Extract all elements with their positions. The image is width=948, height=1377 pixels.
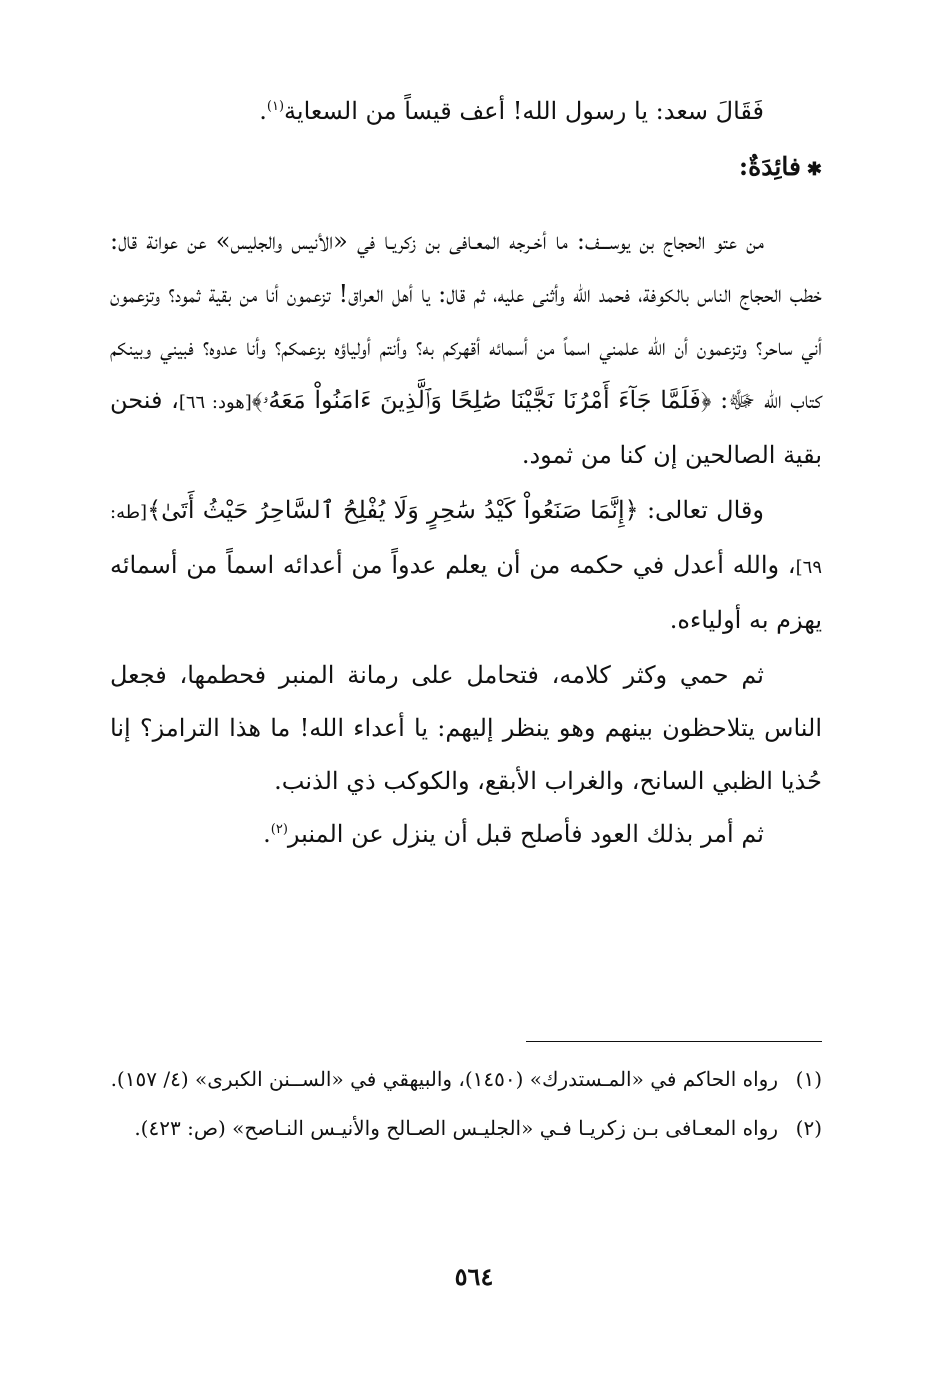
footnote-1-text: رواه الحاكم في «المـستدرك» (١٤٥٠)، والبيهقي في «الســنن الكبرى» (٤/ ١٥٧). bbox=[110, 1067, 778, 1091]
paragraph-1-text: من عتو الحجاج بن يوســـف: ما أخـرجه المعـافى بن زكريـا في «الأنيس والجليس» عن عوانة قال: خطب الحجاج الناس بالكوفة، فحمد الله وأثنى عليه، ثم قال: يا أهل العراق! تزعمون أنا من بقية ثمود؟ وتزعمون أني ساحر؟ وتزعمون أن الله علمني اسماً من أسمائه أقهركم به؟ وأنتم أولياؤه بزعمكم؟ وأنا عدوه؟ فبيني وبينكم كتاب الله ﷻ: bbox=[110, 227, 822, 414]
footnote-2 bbox=[110, 1107, 822, 1150]
footnote-ref-2: (٢) bbox=[270, 822, 288, 837]
quran-ref-2: [طه: ٦٩] bbox=[110, 502, 822, 578]
paragraph-3: ثم حمي وكثر كلامه، فتحامل على رمانة المنبر فحطمها، فجعل الناس يتلاحظون بينهم وهو ينظر إليهم: يا أعداء الله! ما هذا الترامز؟ إنا حُذيا الظبي السانح، والغراب الأبقع، والكوكب ذي الذنب. bbox=[110, 661, 822, 795]
footnote-ref-1: (١) bbox=[266, 99, 285, 114]
paragraph-4-end: . bbox=[263, 820, 271, 848]
footnote-2-text: رواه المعـافى بـن زكريـا فـي «الجليـس الصـالح والأنيـس النـاصح» (ص: ٤٢٣). bbox=[134, 1116, 778, 1140]
star-icon: ✱ bbox=[806, 159, 822, 180]
quran-verse-2: ﴿إِنَّمَا صَنَعُواْ كَيْدُ سَٰحِرٍ وَلَا يُفْلِحُ ٱلسَّاحِرُ حَيْثُ أَتَىٰ﴾ bbox=[147, 496, 639, 524]
paragraph-2-end: ، والله أعدل في حكمه من أن يعلم عدواً من أعدائه اسماً من أسمائه يهزم به أولياءه. bbox=[110, 551, 822, 634]
footnote-2-number: (٢) bbox=[795, 1116, 822, 1140]
quran-verse-1: ﴿فَلَمَّا جَآءَ أَمْرُنَا نَجَّيْنَا صَٰلِحًا وَٱلَّذِينَ ءَامَنُواْ مَعَهُۥ﴾ bbox=[251, 386, 712, 414]
page-number: ٥٦٤ bbox=[454, 1262, 494, 1291]
main-text bbox=[110, 92, 822, 861]
paragraph-4-text: ثم أمر بذلك العود فأصلح قبل أن ينزل عن المنبر bbox=[287, 820, 764, 848]
opening-end: . bbox=[259, 97, 267, 125]
footnote-1 bbox=[110, 1058, 822, 1101]
quran-ref-1: [هود: ٦٦] bbox=[178, 392, 252, 413]
footnote-1-number: (١) bbox=[795, 1067, 822, 1091]
paragraph-4 bbox=[110, 808, 822, 861]
paragraph-2 bbox=[110, 484, 822, 647]
footnote-divider bbox=[526, 1041, 822, 1042]
paragraph-1 bbox=[110, 215, 822, 482]
section-heading bbox=[110, 148, 822, 189]
paragraph-1-end: ، فنحن بقية الصالحين إن كنا من ثمود. bbox=[110, 386, 822, 469]
paragraph-2-start: وقال تعالى: bbox=[646, 496, 764, 524]
footnotes bbox=[110, 1058, 822, 1156]
opening-text: فَقَالَ سعد: يا رسول الله! أعف قيساً من السعاية bbox=[284, 97, 764, 125]
heading-text: فائِدَةٌ: bbox=[738, 152, 801, 181]
opening-line bbox=[110, 92, 822, 130]
